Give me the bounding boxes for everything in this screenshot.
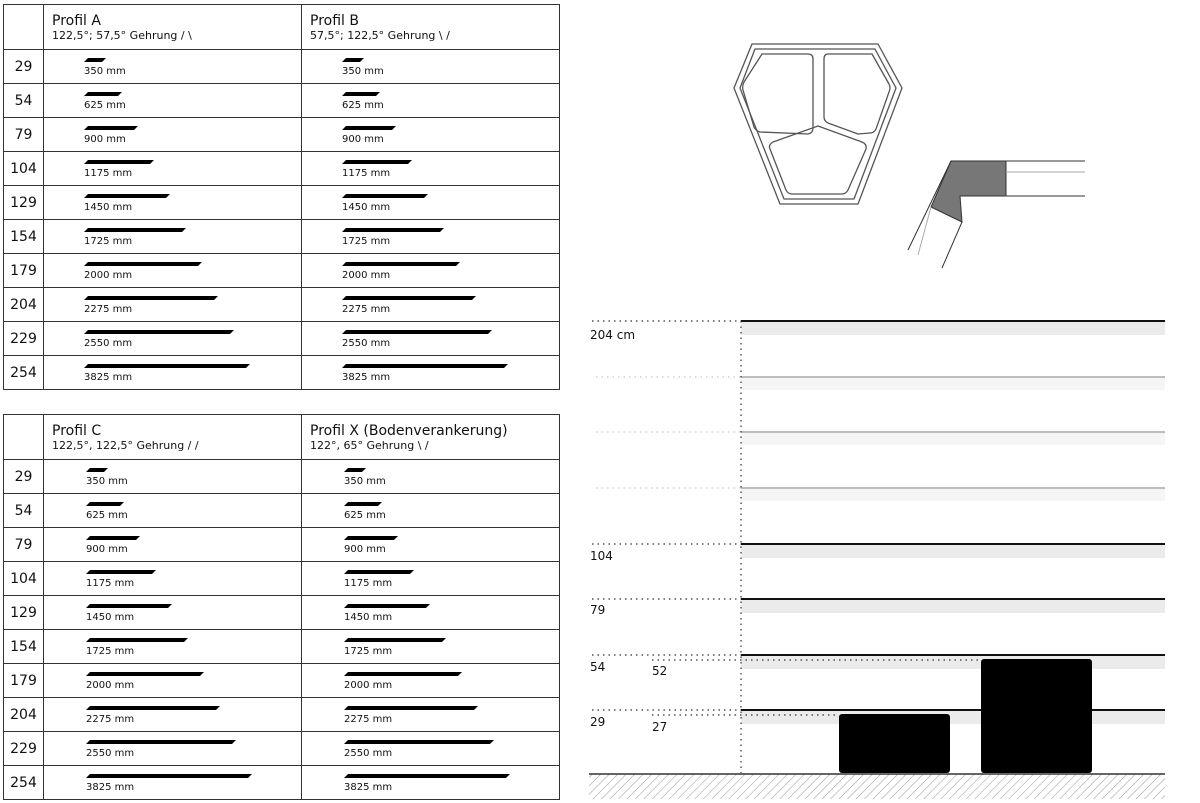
length-label: 2275 mm: [344, 714, 393, 725]
length-label: 1450 mm: [84, 202, 133, 213]
length-label: 900 mm: [86, 544, 128, 555]
shelf-band: [741, 710, 1165, 724]
row-label: 254: [4, 766, 44, 800]
length-label: 1175 mm: [342, 168, 391, 179]
length-label: 350 mm: [86, 476, 128, 487]
level-label-29: 29: [590, 715, 606, 729]
length-label: 3825 mm: [86, 782, 135, 793]
length-label: 1450 mm: [86, 612, 135, 623]
row-label: 229: [4, 322, 44, 356]
block-tall: [981, 659, 1092, 773]
row-label: 129: [4, 186, 44, 220]
shelf-band: [741, 544, 1165, 558]
row-label: 154: [4, 630, 44, 664]
shelf-band: [741, 488, 1165, 501]
miter-corner-detail: [908, 161, 1085, 268]
row-label: 179: [4, 664, 44, 698]
length-label: 3825 mm: [84, 372, 133, 383]
row-label: 79: [4, 528, 44, 562]
length-label: 2550 mm: [84, 338, 133, 349]
row-label: 29: [4, 460, 44, 494]
row-label: 254: [4, 356, 44, 390]
length-label: 2000 mm: [342, 270, 391, 281]
length-label: 2550 mm: [344, 748, 393, 759]
row-label: 104: [4, 152, 44, 186]
length-label: 2000 mm: [86, 680, 135, 691]
length-label: 625 mm: [86, 510, 128, 521]
length-label: 2275 mm: [342, 304, 391, 315]
miter-joint: [931, 161, 1006, 222]
length-label: 2550 mm: [86, 748, 135, 759]
length-label: 1725 mm: [86, 646, 135, 657]
length-label: 900 mm: [84, 134, 126, 145]
chamber-bottom: [769, 126, 866, 194]
block-label-tall: 52: [652, 664, 668, 678]
row-label: 54: [4, 84, 44, 118]
length-label: 1725 mm: [84, 236, 133, 247]
shelf-band: [741, 321, 1165, 335]
length-label: 625 mm: [342, 100, 384, 111]
row-label: 154: [4, 220, 44, 254]
length-label: 2275 mm: [84, 304, 133, 315]
length-label: 2000 mm: [344, 680, 393, 691]
profile-title: Profil B: [310, 13, 359, 29]
row-label: 204: [4, 698, 44, 732]
chamber-right: [824, 54, 890, 134]
length-label: 900 mm: [342, 134, 384, 145]
profile-cross-section: [734, 44, 902, 204]
length-label: 3825 mm: [344, 782, 393, 793]
profile-subtitle: 122°, 65° Gehrung \ /: [310, 439, 429, 452]
length-label: 1725 mm: [344, 646, 393, 657]
row-label: 204: [4, 288, 44, 322]
length-label: 2275 mm: [86, 714, 135, 725]
profile-subtitle: 122,5°, 122,5° Gehrung / /: [52, 439, 199, 452]
length-label: 1175 mm: [84, 168, 133, 179]
level-label-104: 104: [590, 549, 613, 563]
section-outline: [734, 44, 902, 204]
row-label: 54: [4, 494, 44, 528]
profile-title: Profil X (Bodenverankerung): [310, 423, 508, 439]
length-label: 350 mm: [342, 66, 384, 77]
row-label: 79: [4, 118, 44, 152]
row-label: 104: [4, 562, 44, 596]
length-label: 1175 mm: [86, 578, 135, 589]
shelf-band: [741, 599, 1165, 613]
ground-hatch: [589, 774, 1165, 799]
level-label-79: 79: [590, 603, 606, 617]
block-short: [839, 714, 950, 773]
length-label: 625 mm: [84, 100, 126, 111]
block-label-short: 27: [652, 720, 668, 734]
level-label-54: 54: [590, 660, 606, 674]
length-label: 1450 mm: [342, 202, 391, 213]
profile-subtitle: 122,5°; 57,5° Gehrung / \: [52, 29, 192, 42]
length-label: 2550 mm: [342, 338, 391, 349]
row-label: 29: [4, 50, 44, 84]
length-label: 350 mm: [344, 476, 386, 487]
length-label: 350 mm: [84, 66, 126, 77]
profile-subtitle: 57,5°; 122,5° Gehrung \ /: [310, 29, 450, 42]
shelf-band: [741, 432, 1165, 445]
section-inner-outline: [740, 49, 896, 199]
level-label-top: 204 cm: [590, 328, 636, 342]
shelf-band: [741, 655, 1165, 669]
profile-title: Profil A: [52, 13, 101, 29]
elevation-drawing: [589, 321, 1165, 799]
length-label: 625 mm: [344, 510, 386, 521]
length-label: 1450 mm: [344, 612, 393, 623]
profile-title: Profil C: [52, 423, 102, 439]
row-label: 129: [4, 596, 44, 630]
row-label: 179: [4, 254, 44, 288]
length-label: 1725 mm: [342, 236, 391, 247]
length-label: 900 mm: [344, 544, 386, 555]
length-label: 2000 mm: [84, 270, 133, 281]
length-label: 1175 mm: [344, 578, 393, 589]
row-label: 229: [4, 732, 44, 766]
length-label: 3825 mm: [342, 372, 391, 383]
shelf-band: [741, 377, 1165, 390]
